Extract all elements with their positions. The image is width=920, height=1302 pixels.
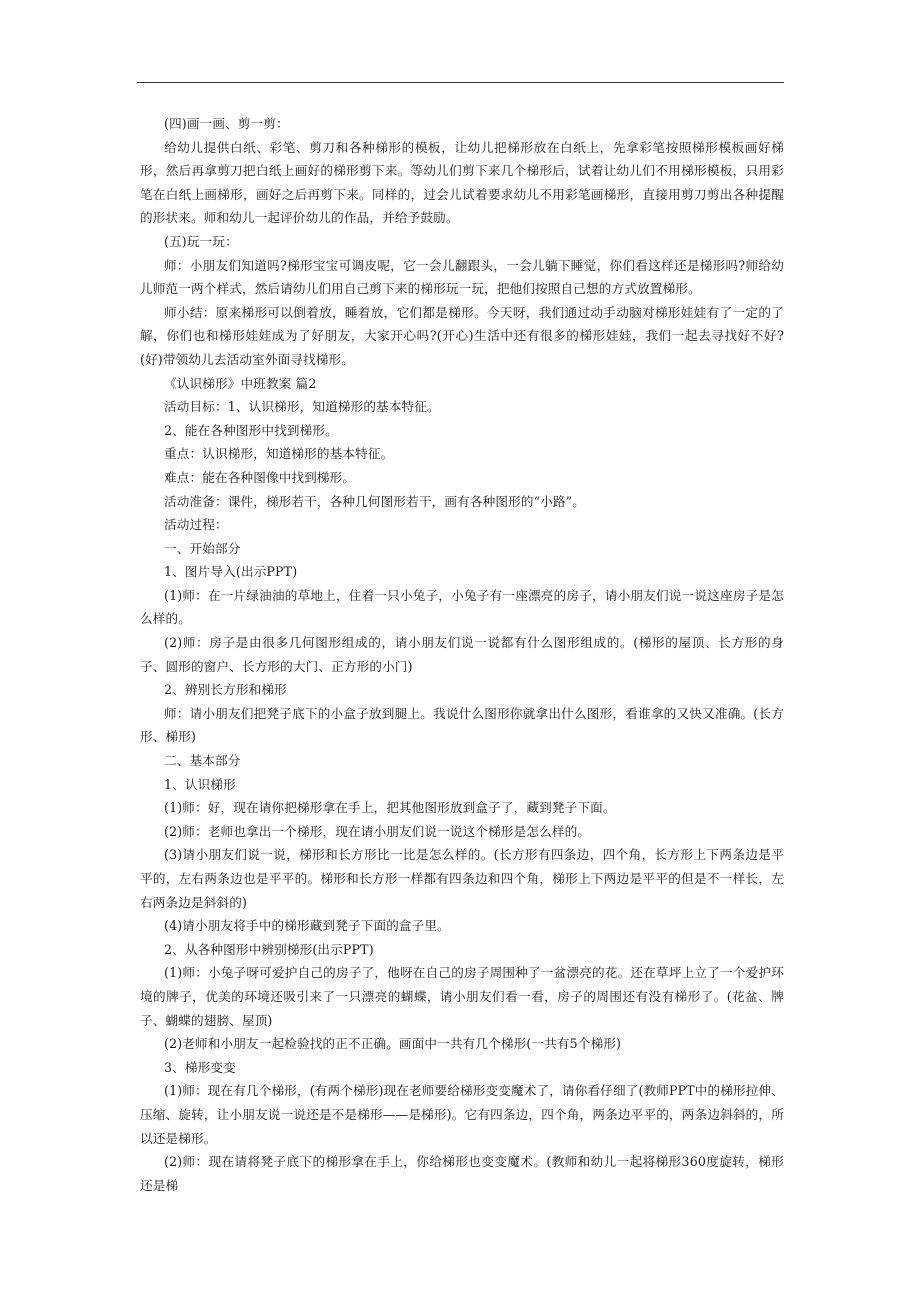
paragraph: (1)师：在一片绿油油的草地上，住着一只小兔子，小兔子有一座漂亮的房子，请小朋友们说一说这座房子是怎么样的。 xyxy=(140,587,784,627)
section-heading: 一、开始部分 xyxy=(164,540,241,556)
paragraph: (2)师：老师也拿出一个梯形，现在请小朋友们说一说这个梯形是怎么样的。 xyxy=(164,823,591,839)
paragraph: (1)师：现在有几个梯形，(有两个梯形)现在老师要给梯形变变魔术了，请你看仔细了(教师PPT中的梯形拉伸、压缩、旋转，让小朋友说一说还是不是梯形——是梯形)。它有四条边，四个角，两条边平平的，两条边斜斜的，所以还是梯形。 xyxy=(140,1083,785,1146)
paragraph: 难点：能在各种图像中找到梯形。 xyxy=(164,469,356,485)
subsection-heading: 3、梯形变变 xyxy=(164,1059,236,1075)
paragraph: (五)玩一玩： xyxy=(164,233,238,249)
paragraph: 师：请小朋友们把凳子底下的小盒子放到腿上。我说什么图形你就拿出什么图形，看谁拿的又快又准确。(长方形、梯形) xyxy=(140,705,784,745)
paragraph: (1)师：好，现在请你把梯形拿在手上，把其他图形放到盒子了，藏到凳子下面。 xyxy=(164,800,616,816)
paragraph: 师：小朋友们知道吗?梯形宝宝可调皮呢，它一会儿翻跟头，一会儿躺下睡觉，你们看这样还是梯形吗?师给幼儿师范一两个样式，然后请幼儿们用自己剪下来的梯形玩一玩，把他们按照自己想的方式放置梯形。 xyxy=(140,257,784,297)
paragraph: 师小结：原来梯形可以倒着放，睡着放，它们都是梯形。今天呀，我们通过动手动脑对梯形娃娃有了一定的了解，你们也和梯形娃娃成为了好朋友，大家开心吗?(开心)生活中还有很多的梯形娃娃，我们一起去寻找好不好?(好)带领幼儿去活动室外面寻找梯形。 xyxy=(140,304,784,367)
paragraph: (2)老师和小朋友一起检验找的正不正确。画面中一共有几个梯形(一共有5个梯形) xyxy=(164,1036,622,1052)
paragraph: 活动目标：1、认识梯形，知道梯形的基本特征。 xyxy=(164,399,440,415)
paragraph: 给幼儿提供白纸、彩笔、剪刀和各种梯形的模板，让幼儿把梯形放在白纸上，先拿彩笔按照梯形模板画好梯形，然后再拿剪刀把白纸上画好的梯形剪下来。等幼儿们剪下来几个梯形后，试着让幼儿们不用梯形模板，只用彩笔在白纸上画梯形，画好之后再剪下来。同样的，过会儿试着要求幼儿不用彩笔画梯形，直接用剪刀剪出各种提醒的形状来。师和幼儿一起评价幼儿的作品，并给予鼓励。 xyxy=(140,139,784,226)
section-title: 《认识梯形》中班教案 篇2 xyxy=(164,375,317,391)
subsection-heading: 2、辨别长方形和梯形 xyxy=(164,682,287,698)
paragraph: 活动过程： xyxy=(164,517,228,533)
header-rule xyxy=(137,82,784,83)
subsection-heading: 2、从各种图形中辨别梯形(出示PPT) xyxy=(164,941,374,957)
paragraph: 活动准备：课件，梯形若干，各种几何图形若干，画有各种图形的“小路”。 xyxy=(164,493,585,509)
paragraph: 重点：认识梯形，知道梯形的基本特征。 xyxy=(164,446,394,462)
paragraph: 2、能在各种图形中找到梯形。 xyxy=(164,422,338,438)
subsection-heading: 1、认识梯形 xyxy=(164,776,236,792)
paragraph: (3)请小朋友们说一说，梯形和长方形比一比是怎么样的。(长方形有四条边，四个角，长方形上下两条边是平平的，左右两条边也是平平的。梯形和长方形一样都有四条边和四个角，梯形上下两边是平平的但是不一样长，左右两条边是斜斜的) xyxy=(140,847,784,910)
paragraph: (2)师：房子是由很多几何图形组成的，请小朋友们说一说都有什么图形组成的。(梯形的屋顶、长方形的身子、圆形的窗户、长方形的大门、正方形的小门) xyxy=(140,635,784,674)
section-heading: 二、基本部分 xyxy=(164,753,241,769)
paragraph: (2)师：现在请将凳子底下的梯形拿在手上，你给梯形也变变魔术。(教师和幼儿一起将梯形360度旋转，梯形还是梯 xyxy=(140,1154,784,1193)
paragraph: (1)师：小兔子呀可爱护自己的房子了，他呀在自己的房子周围种了一盆漂亮的花。还在草坪上立了一个爱护环境的牌子，优美的环境还吸引来了一只漂亮的蝴蝶，请小朋友们看一看，房子的周围还有没有梯形了。(花盆、牌子、蝴蝶的翅膀、屋顶) xyxy=(140,965,784,1028)
document-body xyxy=(140,112,784,1197)
subsection-heading: 1、图片导入(出示PPT) xyxy=(164,564,298,580)
paragraph: (4)请小朋友将手中的梯形藏到凳子下面的盒子里。 xyxy=(164,918,450,934)
paragraph: (四)画一画、剪一剪： xyxy=(164,116,289,131)
